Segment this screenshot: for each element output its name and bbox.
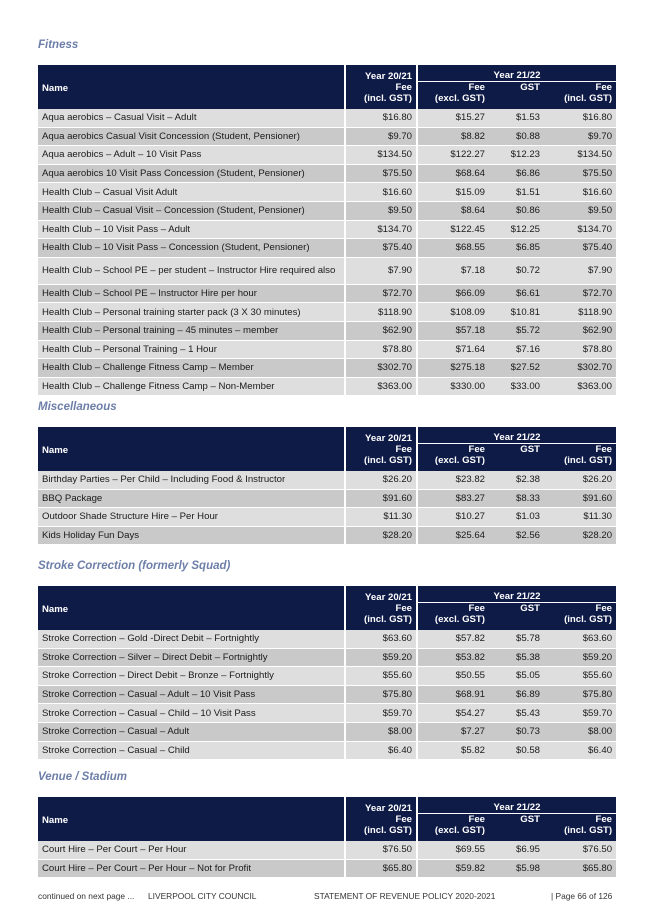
table-body	[38, 630, 616, 760]
table-row	[38, 239, 616, 258]
gst-amount: $5.72	[489, 321, 544, 340]
header-fee-excl-line: (excl. GST)	[434, 825, 485, 836]
table-row	[38, 109, 616, 127]
section-venue-stadium	[38, 770, 616, 878]
header-fee-excl-line: (excl. GST)	[434, 614, 485, 625]
fee-excl: $68.64	[417, 164, 489, 183]
fee-excl: $10.27	[417, 508, 489, 527]
header-row-years	[38, 586, 616, 603]
header-fee-excl-line: (excl. GST)	[434, 93, 485, 104]
table-header	[38, 797, 616, 841]
fee-item-name: Health Club – Personal training starter pack (3 X 30 minutes)	[38, 303, 345, 322]
fee-excl: $50.55	[417, 667, 489, 686]
header-gst-line: GST	[520, 444, 540, 455]
header-fee-excl-line: (excl. GST)	[434, 455, 485, 466]
header-year-curr: Year 21/22	[417, 797, 616, 814]
header-year-curr: Year 21/22	[417, 427, 616, 444]
header-year-prev: Year 20/21	[345, 427, 417, 444]
header-year-prev: Year 20/21	[345, 797, 417, 814]
gst-amount: $1.51	[489, 183, 544, 202]
fee-item-name: Aqua aerobics – Casual Visit – Adult	[38, 109, 345, 127]
fee-prev-incl: $91.60	[345, 489, 417, 508]
footer-page-number: | Page 66 of 126	[551, 891, 613, 901]
fee-item-name: Aqua aerobics Casual Visit Concession (Student, Pensioner)	[38, 127, 345, 146]
gst-amount: $27.52	[489, 359, 544, 378]
fee-prev-incl: $55.60	[345, 667, 417, 686]
fee-incl: $75.50	[544, 164, 616, 183]
header-gst	[489, 603, 544, 631]
fee-item-name: Health Club – School PE – per student – Instructor Hire required also	[38, 257, 345, 284]
gst-amount: $1.03	[489, 508, 544, 527]
gst-amount: $6.61	[489, 284, 544, 303]
fee-excl: $122.45	[417, 220, 489, 239]
fee-excl: $25.64	[417, 526, 489, 545]
gst-amount: $6.85	[489, 239, 544, 258]
table-header	[38, 586, 616, 630]
header-fee-incl-line: (incl. GST)	[564, 93, 613, 104]
fee-prev-incl: $302.70	[345, 359, 417, 378]
header-fee-excl-line: Fee	[468, 603, 485, 614]
fee-prev-incl: $11.30	[345, 508, 417, 527]
header-fee-incl	[544, 82, 616, 110]
table-row	[38, 183, 616, 202]
header-gst-line: GST	[520, 603, 540, 614]
table-row	[38, 648, 616, 667]
header-fee-incl-line: Fee	[595, 603, 613, 614]
fee-prev-incl: $62.90	[345, 321, 417, 340]
header-gst-line: GST	[520, 82, 540, 93]
fee-excl: $66.09	[417, 284, 489, 303]
table-row	[38, 284, 616, 303]
fee-excl: $68.91	[417, 685, 489, 704]
fee-incl: $62.90	[544, 321, 616, 340]
table-row	[38, 841, 616, 859]
header-fee-prev-incl	[345, 444, 417, 472]
fee-item-name: Health Club – Casual Visit Adult	[38, 183, 345, 202]
header-fee-incl-line: Fee	[595, 814, 613, 825]
fee-incl: $134.50	[544, 146, 616, 165]
gst-amount: $5.05	[489, 667, 544, 686]
fee-incl: $26.20	[544, 471, 616, 489]
fee-excl: $15.27	[417, 109, 489, 127]
fee-prev-incl: $118.90	[345, 303, 417, 322]
fee-excl: $7.18	[417, 257, 489, 284]
fee-prev-incl: $26.20	[345, 471, 417, 489]
header-fee-excl	[417, 82, 489, 110]
fee-incl: $134.70	[544, 220, 616, 239]
table-row	[38, 377, 616, 396]
table-row	[38, 146, 616, 165]
gst-amount: $0.72	[489, 257, 544, 284]
fee-table	[38, 586, 616, 760]
table-row	[38, 321, 616, 340]
fee-incl: $65.80	[544, 859, 616, 878]
header-name: Name	[38, 586, 345, 630]
fee-excl: $59.82	[417, 859, 489, 878]
fee-item-name: Aqua aerobics 10 Visit Pass Concession (Student, Pensioner)	[38, 164, 345, 183]
header-fee-prev-incl-line: (incl. GST)	[364, 824, 412, 836]
fee-excl: $54.27	[417, 704, 489, 723]
fee-incl: $28.20	[544, 526, 616, 545]
gst-amount: $0.88	[489, 127, 544, 146]
gst-amount: $10.81	[489, 303, 544, 322]
fee-item-name: Aqua aerobics – Adult – 10 Visit Pass	[38, 146, 345, 165]
header-fee-prev-incl	[345, 603, 417, 631]
header-fee-incl-line: (incl. GST)	[564, 825, 613, 836]
fee-item-name: Stroke Correction – Gold -Direct Debit – Fortnightly	[38, 630, 345, 648]
fee-excl: $108.09	[417, 303, 489, 322]
table-row	[38, 471, 616, 489]
fee-incl: $9.50	[544, 201, 616, 220]
fee-excl: $15.09	[417, 183, 489, 202]
table-row	[38, 667, 616, 686]
gst-amount: $5.98	[489, 859, 544, 878]
gst-amount: $1.53	[489, 109, 544, 127]
fee-item-name: Stroke Correction – Casual – Child – 10 Visit Pass	[38, 704, 345, 723]
fee-item-name: Health Club – 10 Visit Pass – Concession (Student, Pensioner)	[38, 239, 345, 258]
gst-amount: $12.25	[489, 220, 544, 239]
table-row	[38, 359, 616, 378]
table-row	[38, 722, 616, 741]
gst-amount: $8.33	[489, 489, 544, 508]
fee-table	[38, 797, 616, 878]
fee-excl: $122.27	[417, 146, 489, 165]
gst-amount: $7.16	[489, 340, 544, 359]
fee-incl: $9.70	[544, 127, 616, 146]
header-fee-excl	[417, 603, 489, 631]
gst-amount: $2.38	[489, 471, 544, 489]
fee-incl: $72.70	[544, 284, 616, 303]
fee-item-name: Health Club – Challenge Fitness Camp – Member	[38, 359, 345, 378]
header-row-years	[38, 797, 616, 814]
header-fee-prev-incl-line: Fee	[395, 813, 412, 825]
fee-item-name: Health Club – Casual Visit – Concession (Student, Pensioner)	[38, 201, 345, 220]
fee-excl: $83.27	[417, 489, 489, 508]
footer-continued: continued on next page ...	[38, 891, 135, 901]
fee-prev-incl: $6.40	[345, 741, 417, 760]
table-row	[38, 201, 616, 220]
header-fee-excl	[417, 814, 489, 842]
fee-prev-incl: $75.50	[345, 164, 417, 183]
gst-amount: $6.86	[489, 164, 544, 183]
fee-prev-incl: $8.00	[345, 722, 417, 741]
fee-incl: $55.60	[544, 667, 616, 686]
table-row	[38, 630, 616, 648]
gst-amount: $12.23	[489, 146, 544, 165]
header-row-years	[38, 427, 616, 444]
header-year-prev: Year 20/21	[345, 65, 417, 82]
fee-incl: $75.80	[544, 685, 616, 704]
gst-amount: $5.78	[489, 630, 544, 648]
section-title: Stroke Correction (formerly Squad)	[38, 560, 231, 572]
fee-excl: $275.18	[417, 359, 489, 378]
fee-prev-incl: $59.70	[345, 704, 417, 723]
fee-item-name: Health Club – School PE – Instructor Hire per hour	[38, 284, 345, 303]
table-row	[38, 741, 616, 760]
gst-amount: $5.38	[489, 648, 544, 667]
fee-item-name: Stroke Correction – Casual – Adult	[38, 722, 345, 741]
fee-incl: $16.60	[544, 183, 616, 202]
header-fee-prev-incl-line: Fee	[395, 81, 412, 93]
header-fee-prev-incl	[345, 82, 417, 110]
section-title: Venue / Stadium	[38, 771, 128, 783]
gst-amount: $0.86	[489, 201, 544, 220]
fee-item-name: Court Hire – Per Court – Per Hour – Not for Profit	[38, 859, 345, 878]
fee-item-name: Stroke Correction – Casual – Adult – 10 Visit Pass	[38, 685, 345, 704]
table-row	[38, 257, 616, 284]
fee-incl: $75.40	[544, 239, 616, 258]
fee-item-name: Outdoor Shade Structure Hire – Per Hour	[38, 508, 345, 527]
header-fee-incl	[544, 603, 616, 631]
footer-statement: STATEMENT OF REVENUE POLICY 2020-2021	[314, 891, 496, 901]
fee-prev-incl: $134.50	[345, 146, 417, 165]
fee-prev-incl: $75.40	[345, 239, 417, 258]
fee-excl: $69.55	[417, 841, 489, 859]
header-fee-prev-incl-line: (incl. GST)	[364, 454, 412, 466]
fee-prev-incl: $134.70	[345, 220, 417, 239]
fee-item-name: Stroke Correction – Direct Debit – Bronze – Fortnightly	[38, 667, 345, 686]
header-fee-prev-incl-line: Fee	[395, 443, 412, 455]
header-fee-prev-incl-line: Fee	[395, 602, 412, 614]
fee-excl: $8.82	[417, 127, 489, 146]
gst-amount: $6.95	[489, 841, 544, 859]
header-year-curr: Year 21/22	[417, 586, 616, 603]
section-fitness	[38, 38, 616, 396]
fee-prev-incl: $59.20	[345, 648, 417, 667]
header-fee-excl-line: Fee	[468, 82, 485, 93]
header-gst	[489, 82, 544, 110]
fee-item-name: Health Club – Personal training – 45 minutes – member	[38, 321, 345, 340]
gst-amount: $5.43	[489, 704, 544, 723]
fee-incl: $76.50	[544, 841, 616, 859]
table-row	[38, 164, 616, 183]
fee-incl: $6.40	[544, 741, 616, 760]
fee-item-name: Kids Holiday Fun Days	[38, 526, 345, 545]
header-fee-excl	[417, 444, 489, 472]
fee-incl: $8.00	[544, 722, 616, 741]
header-fee-prev-incl-line: (incl. GST)	[364, 613, 412, 625]
table-row	[38, 508, 616, 527]
fee-prev-incl: $363.00	[345, 377, 417, 396]
fee-item-name: Health Club – 10 Visit Pass – Adult	[38, 220, 345, 239]
fee-excl: $23.82	[417, 471, 489, 489]
fee-item-name: Birthday Parties – Per Child – Including Food & Instructor	[38, 471, 345, 489]
gst-amount: $2.56	[489, 526, 544, 545]
header-year-prev: Year 20/21	[345, 586, 417, 603]
fee-incl: $63.60	[544, 630, 616, 648]
gst-amount: $33.00	[489, 377, 544, 396]
fee-prev-incl: $16.60	[345, 183, 417, 202]
table-header	[38, 65, 616, 109]
header-name: Name	[38, 65, 345, 109]
table-body	[38, 471, 616, 545]
fee-prev-incl: $65.80	[345, 859, 417, 878]
fee-incl: $118.90	[544, 303, 616, 322]
header-name: Name	[38, 797, 345, 841]
fee-excl: $57.82	[417, 630, 489, 648]
fee-incl: $78.80	[544, 340, 616, 359]
fee-excl: $57.18	[417, 321, 489, 340]
fee-incl: $59.20	[544, 648, 616, 667]
table-row	[38, 526, 616, 545]
fee-excl: $68.55	[417, 239, 489, 258]
header-fee-prev-incl-line: (incl. GST)	[364, 92, 412, 104]
fee-incl: $59.70	[544, 704, 616, 723]
header-gst-line: GST	[520, 814, 540, 825]
header-gst	[489, 814, 544, 842]
table-row	[38, 220, 616, 239]
table-row	[38, 340, 616, 359]
header-fee-incl-line: Fee	[595, 82, 613, 93]
fee-incl: $16.80	[544, 109, 616, 127]
fee-prev-incl: $28.20	[345, 526, 417, 545]
fee-incl: $363.00	[544, 377, 616, 396]
header-year-curr: Year 21/22	[417, 65, 616, 82]
fee-prev-incl: $72.70	[345, 284, 417, 303]
section-title: Miscellaneous	[38, 401, 117, 413]
fee-prev-incl: $16.80	[345, 109, 417, 127]
fee-prev-incl: $75.80	[345, 685, 417, 704]
fee-excl: $5.82	[417, 741, 489, 760]
header-fee-incl	[544, 444, 616, 472]
fee-item-name: BBQ Package	[38, 489, 345, 508]
gst-amount: $0.73	[489, 722, 544, 741]
table-body	[38, 841, 616, 878]
table-row	[38, 859, 616, 878]
header-fee-prev-incl	[345, 814, 417, 842]
header-row-years	[38, 65, 616, 82]
header-fee-incl-line: (incl. GST)	[564, 614, 613, 625]
section-stroke-correction	[38, 559, 616, 760]
fee-prev-incl: $9.70	[345, 127, 417, 146]
section-miscellaneous	[38, 400, 616, 545]
header-fee-incl-line: (incl. GST)	[564, 455, 613, 466]
header-fee-excl-line: Fee	[468, 814, 485, 825]
footer-council: LIVERPOOL CITY COUNCIL	[148, 891, 257, 901]
header-fee-incl-line: Fee	[595, 444, 613, 455]
table-row	[38, 303, 616, 322]
gst-amount: $6.89	[489, 685, 544, 704]
fee-item-name: Health Club – Challenge Fitness Camp – Non-Member	[38, 377, 345, 396]
fee-item-name: Court Hire – Per Court – Per Hour	[38, 841, 345, 859]
table-row	[38, 704, 616, 723]
fee-excl: $53.82	[417, 648, 489, 667]
table-header	[38, 427, 616, 471]
fee-item-name: Stroke Correction – Casual – Child	[38, 741, 345, 760]
fee-prev-incl: $9.50	[345, 201, 417, 220]
fee-prev-incl: $63.60	[345, 630, 417, 648]
fee-item-name: Health Club – Personal Training – 1 Hour	[38, 340, 345, 359]
header-name: Name	[38, 427, 345, 471]
fee-excl: $8.64	[417, 201, 489, 220]
fee-prev-incl: $7.90	[345, 257, 417, 284]
gst-amount: $0.58	[489, 741, 544, 760]
fee-item-name: Stroke Correction – Silver – Direct Debit – Fortnightly	[38, 648, 345, 667]
fee-table	[38, 427, 616, 545]
table-row	[38, 127, 616, 146]
fee-prev-incl: $78.80	[345, 340, 417, 359]
table-row	[38, 685, 616, 704]
header-gst	[489, 444, 544, 472]
fee-incl: $7.90	[544, 257, 616, 284]
header-fee-incl	[544, 814, 616, 842]
fee-excl: $330.00	[417, 377, 489, 396]
fee-prev-incl: $76.50	[345, 841, 417, 859]
fee-excl: $7.27	[417, 722, 489, 741]
table-body	[38, 109, 616, 396]
header-fee-excl-line: Fee	[468, 444, 485, 455]
fee-incl: $11.30	[544, 508, 616, 527]
section-title: Fitness	[38, 39, 79, 51]
fee-excl: $71.64	[417, 340, 489, 359]
table-row	[38, 489, 616, 508]
fee-table	[38, 65, 616, 396]
fee-incl: $91.60	[544, 489, 616, 508]
fee-incl: $302.70	[544, 359, 616, 378]
